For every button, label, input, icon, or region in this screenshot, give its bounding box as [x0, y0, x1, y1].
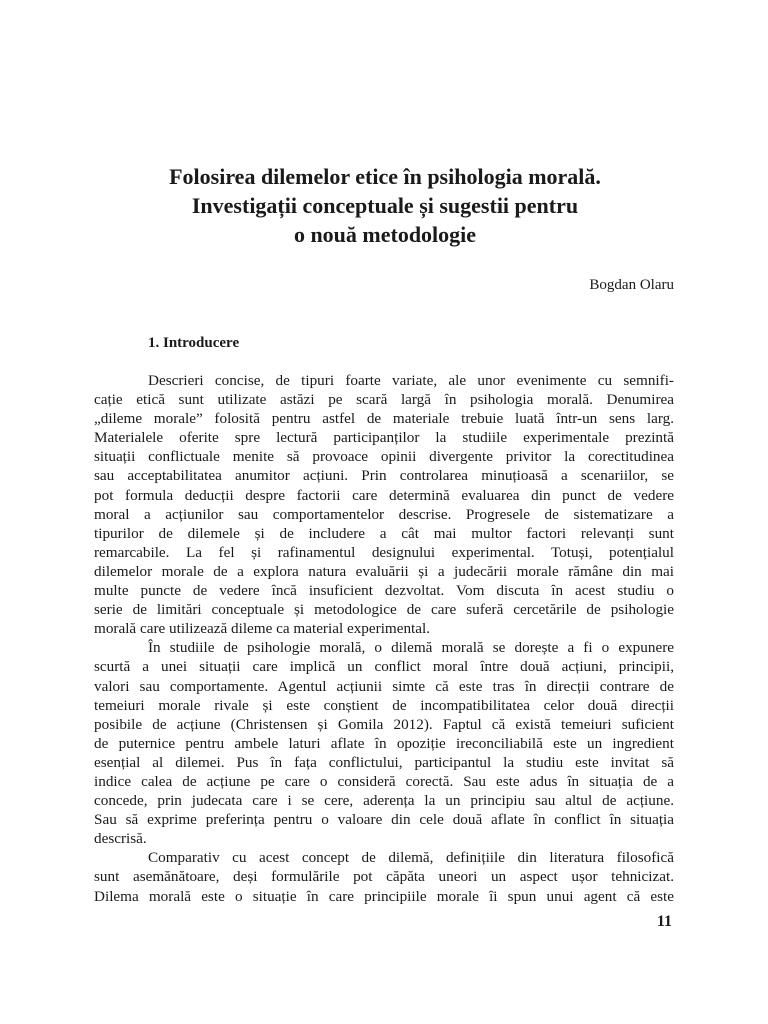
author-name: Bogdan Olaru: [589, 277, 674, 293]
body-line: serie de limitări conceptuale și metodologice de care suferă cercetările de psihologie: [94, 601, 674, 619]
body-text: [94, 371, 674, 906]
body-line: Comparativ cu acest concept de dilemă, definițiile din literatura filosofică: [148, 849, 674, 867]
body-line: concede, prin judecata care i se cere, aderența la un principiu sau altul de acțiune.: [94, 792, 674, 810]
body-line: dilemelor morale de a explora natura evaluării și a judecării morale rămâne din mai: [94, 562, 674, 580]
body-line: moral a acțiunilor sau comportamentelor descrise. Progresele de sistematizare a: [94, 505, 674, 523]
body-line: indice calea de acțiune pe care o consideră corectă. Sau este adus în situația de a: [94, 772, 674, 790]
body-line: morală care utilizează dileme ca material experimental.: [94, 620, 431, 638]
title-line-3: o nouă metodologie: [293, 222, 477, 247]
page-title: [90, 162, 680, 249]
section-heading: 1. Introducere: [148, 335, 240, 351]
title-line-1: Folosirea dilemelor etice în psihologia morală.: [169, 164, 601, 189]
title-line-2: Investigații conceptuale și sugestii pentru: [191, 193, 579, 218]
body-line: tipurilor de dilemele și de includere a cât mai multor factori relevanți sunt: [94, 524, 674, 542]
body-line: de puternice pentru ambele laturi aflate în opoziție ireconciliabilă este un ingredient: [94, 734, 674, 752]
body-line: descrisă.: [94, 830, 147, 848]
page-number: 11: [656, 913, 672, 930]
body-line: temeiuri morale rivale și este conștient de incompatibilitatea celor două direcții: [94, 696, 674, 714]
body-line: scurtă a unei situații care implică un conflict moral între două acțiuni, principii,: [94, 658, 674, 676]
body-line: cație etică sunt utilizate astăzi pe scară largă în psihologia morală. Denumirea: [94, 391, 674, 409]
body-line: remarcabile. La fel și rafinamentul designului experimental. Totuși, potențialul: [94, 543, 674, 561]
body-line: Dilema morală este o situație în care principiile morale îi spun unui agent că este: [94, 887, 674, 905]
body-line: posibile de acțiune (Christensen și Gomila 2012). Faptul că există temeiuri suficient: [94, 715, 674, 733]
body-line: multe puncte de vedere încă insuficient dezvoltat. Vom discuta în acest studiu o: [94, 582, 674, 600]
body-line: sau acceptabilitatea anumitor acțiuni. Prin controlarea minuțioasă a scenariilor, se: [94, 467, 674, 485]
body-line: esențial al dilemei. Pus în fața conflictului, participantul la studiu este invitat să: [94, 753, 674, 771]
body-line: valori sau comportamente. Agentul acțiunii simte că este tras în direcții contrare de: [94, 677, 674, 695]
body-line: Descrieri concise, de tipuri foarte variate, ale unor evenimente cu semnifi-: [148, 372, 674, 389]
body-line: situații conflictuale menite să provoace opinii divergente privitor la corectitudinea: [94, 448, 674, 466]
body-line: Sau să exprime preferința pentru o valoare din cele două aflate în conflict în situația: [94, 811, 674, 829]
body-line: Materialele oferite spre lectură participanților la studiile experimentale prezintă: [94, 429, 674, 447]
body-line: pot formula deducții despre factorii care determină evaluarea din punct de vedere: [94, 486, 674, 504]
body-line: sunt asemănătoare, deși formulările pot căpăta uneori un aspect ușor tehnicizat.: [94, 868, 674, 886]
body-line: În studiile de psihologie morală, o dilemă morală se dorește a fi o expunere: [148, 639, 674, 657]
body-line: „dileme morale” folosită pentru astfel de materiale trebuie luată într-un sens larg.: [94, 410, 674, 428]
